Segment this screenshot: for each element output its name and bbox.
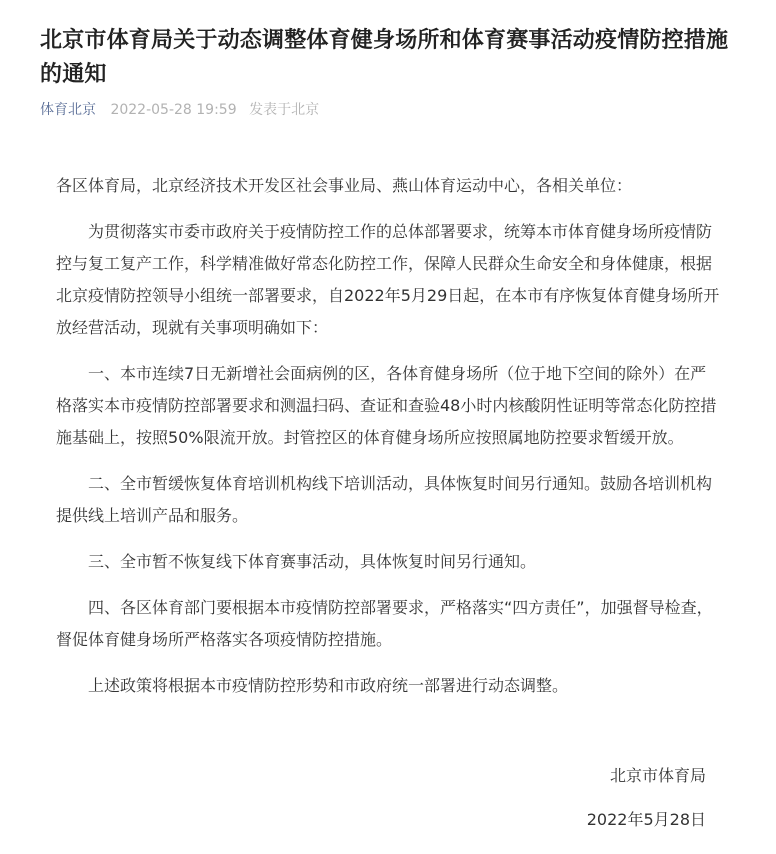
signature-date: 2022年5月28日 (586, 810, 706, 829)
publish-location: 发表于北京 (249, 102, 320, 118)
paragraph-closing: 上述政策将根据本市疫情防控形势和市政府统一部署进行动态调整。 (88, 676, 569, 695)
paragraph-intro: 为贯彻落实市委市政府关于疫情防控工作的总体部署要求，统筹本市体育健身场所疫情防控与复工复产工作，科学精准做好常态化防控工作，保障人民群众生命安全和身体健康，根据北京疫情防控领导小组统一部署要求，自2022年5月29日起，在本市有序恢复体育健身场所开放经营活动，现就有关事项明确如下： (56, 222, 720, 337)
salutation: 各区体育局，北京经济技术开发区社会事业局、燕山体育运动中心，各相关单位： (56, 176, 633, 195)
paragraph-item-3: 三、全市暂不恢复线下体育赛事活动，具体恢复时间另行通知。 (88, 552, 537, 571)
paragraph-item-1: 一、本市连续7日无新增社会面病例的区，各体育健身场所（位于地下空间的除外）在严格落实本市疫情防控部署要求和测温扫码、查证和查验48小时内核酸阴性证明等常态化防控措施基础上，按照50%限流开放。封管控区的体育健身场所应按照属地防控要求暂缓开放。 (56, 364, 717, 447)
paragraph-item-2: 二、全市暂缓恢复体育培训机构线下培训活动，具体恢复时间另行通知。鼓励各培训机构提供线上培训产品和服务。 (56, 474, 713, 525)
article-body (56, 170, 720, 716)
article-meta (40, 100, 319, 120)
account-name-link[interactable]: 体育北京 (40, 102, 96, 118)
publish-time: 2022-05-28 19:59 (110, 102, 237, 118)
article-title: 北京市体育局关于动态调整体育健身场所和体育赛事活动疫情防控措施的通知 (40, 28, 729, 87)
signature-org: 北京市体育局 (609, 766, 706, 785)
paragraph-item-4: 四、各区体育部门要根据本市疫情防控部署要求，严格落实“四方责任”，加强督导检查，督促体育健身场所严格落实各项疫情防控措施。 (56, 598, 713, 649)
